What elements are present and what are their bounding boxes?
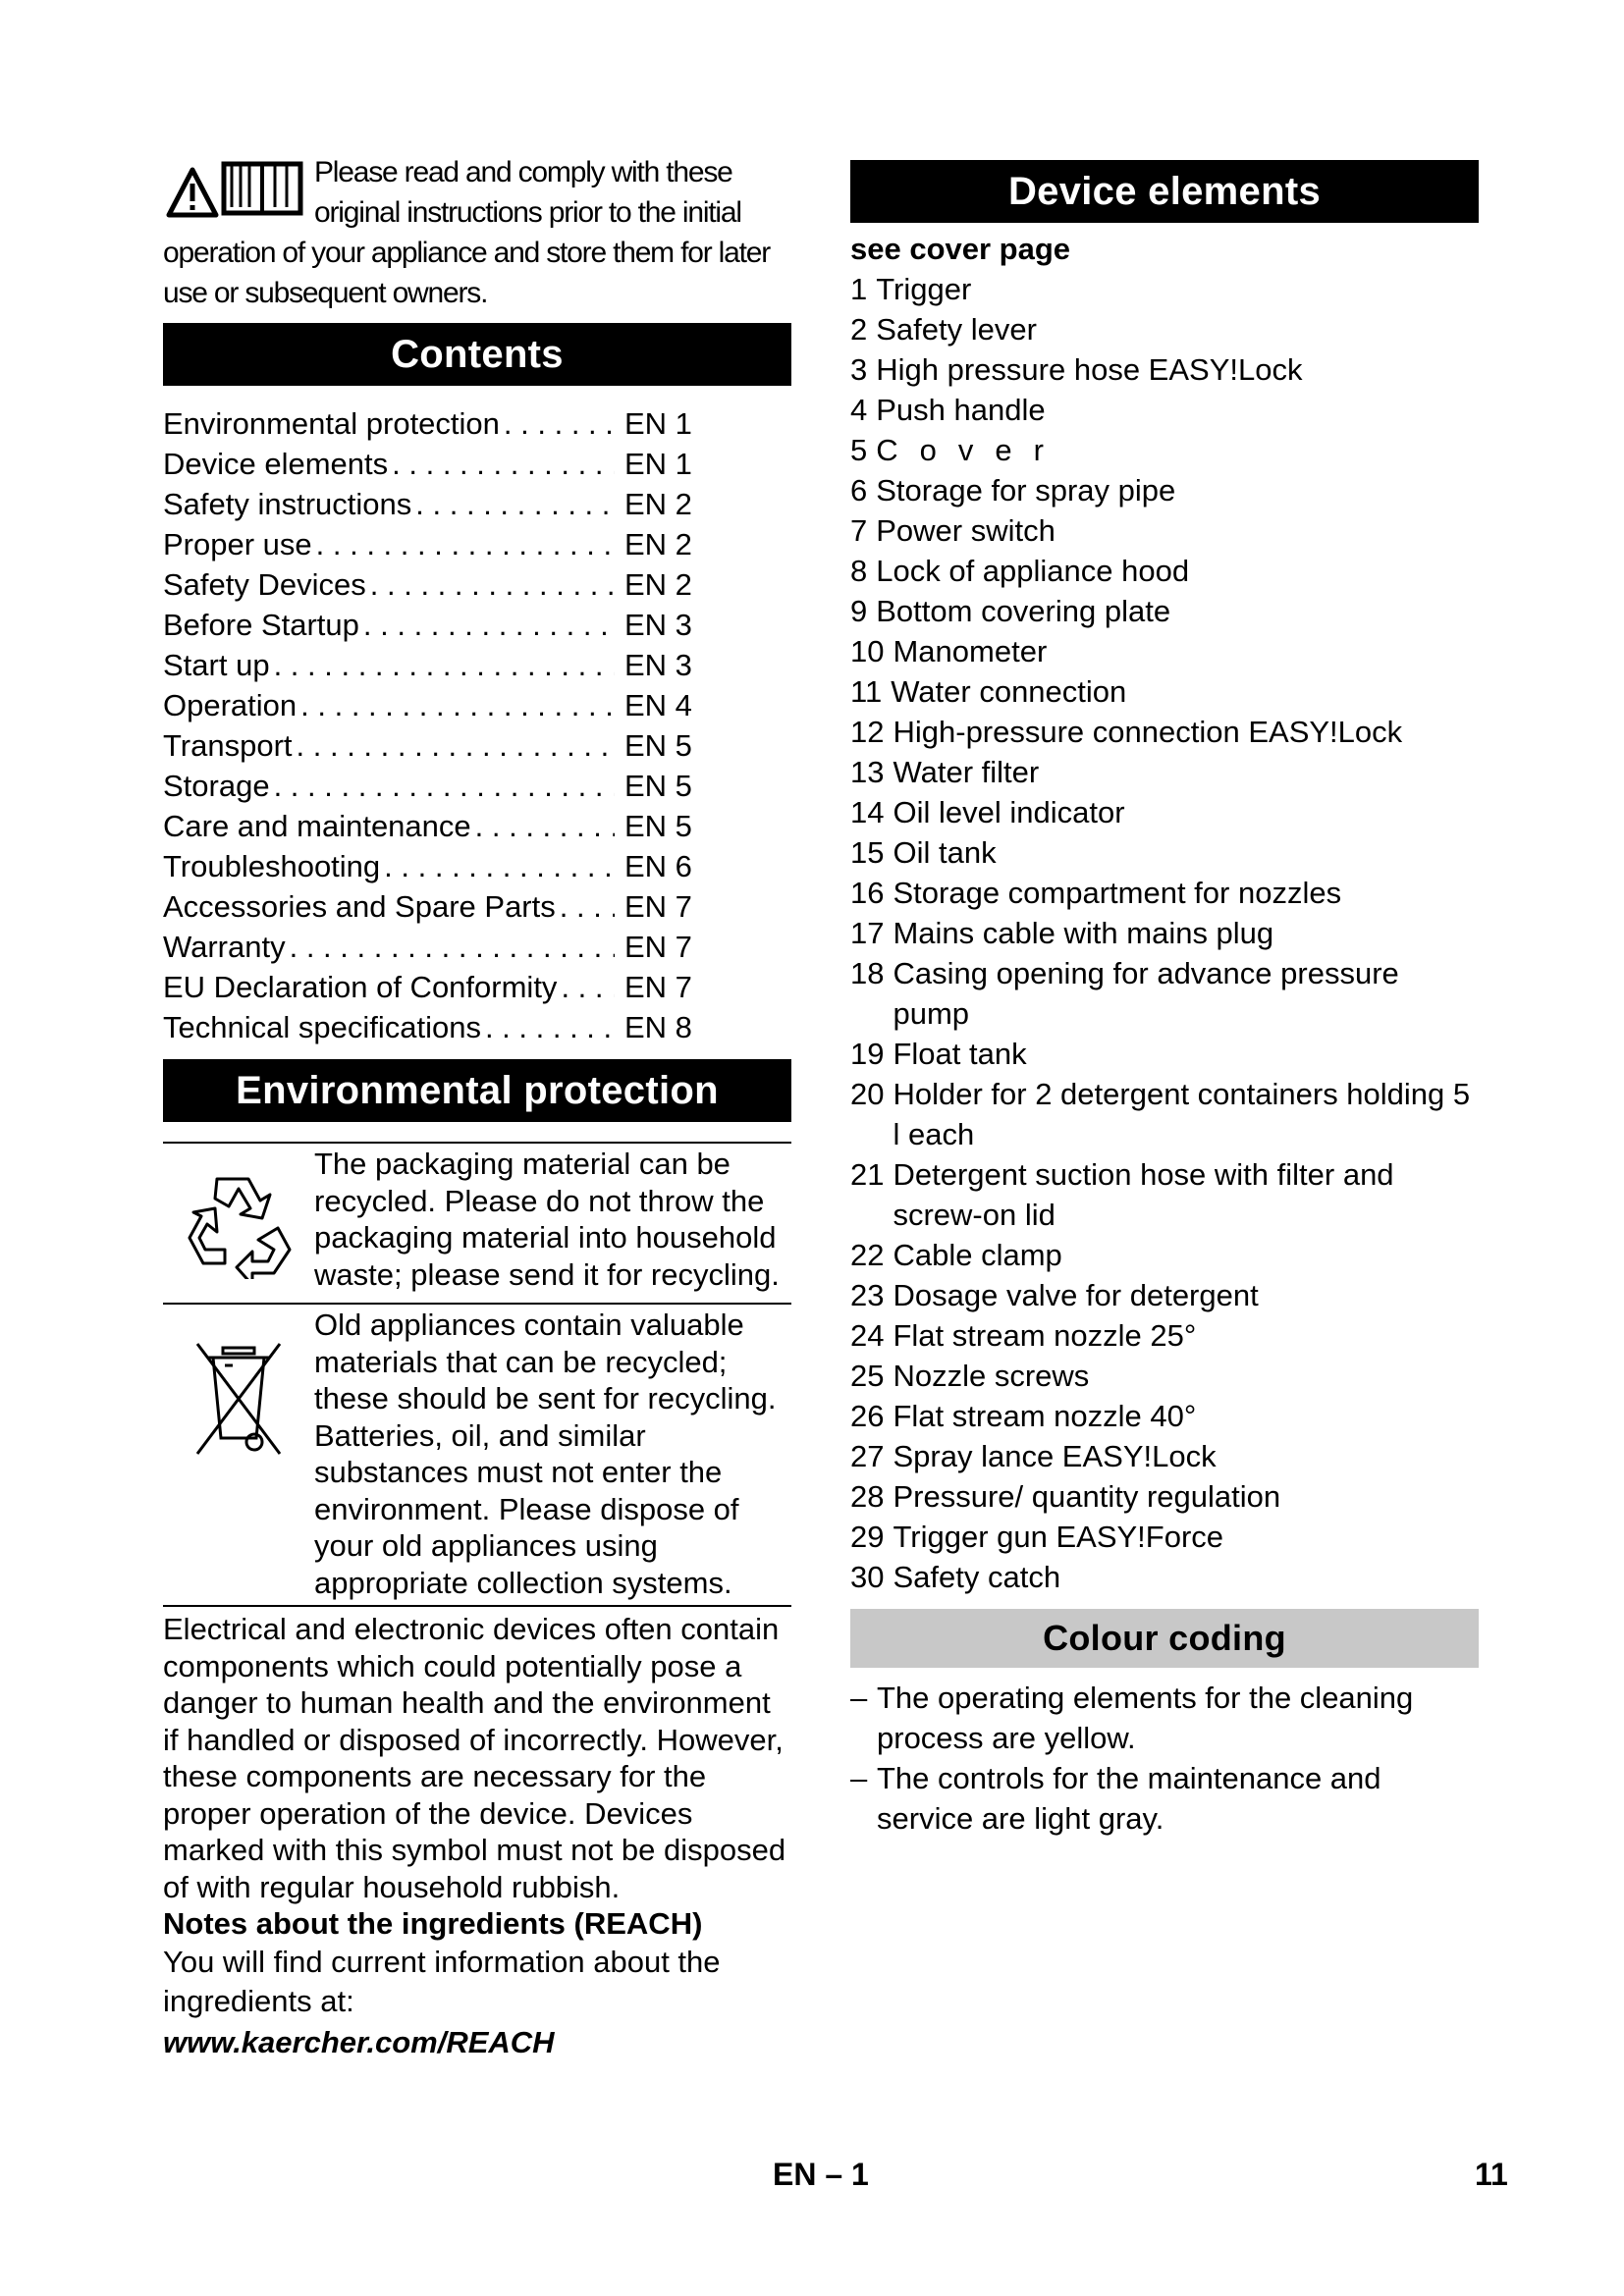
device-element-number: 12 — [850, 715, 885, 749]
colour-coding-item — [850, 1758, 1479, 1839]
recycle-icon — [163, 1146, 314, 1293]
device-element-item — [850, 1074, 1479, 1154]
device-element-number: 29 — [850, 1520, 885, 1554]
device-element-item — [850, 832, 1479, 873]
device-element-number: 17 — [850, 916, 885, 950]
contents-entry[interactable] — [163, 967, 707, 1007]
manual-book-icon — [224, 164, 300, 213]
device-element-item — [850, 792, 1479, 832]
device-element-item — [850, 551, 1479, 591]
device-element-label: Storage for spray pipe — [876, 473, 1176, 507]
contents-entry-page: EN 5 — [624, 728, 692, 763]
contents-entry-page: EN 6 — [624, 849, 692, 883]
contents-entry-leader — [500, 403, 615, 444]
device-element-number: 13 — [850, 755, 885, 789]
intro-notice — [163, 152, 791, 313]
device-element-label: Nozzle screws — [893, 1359, 1090, 1393]
contents-entry-leader — [366, 564, 615, 605]
contents-entry-title: Environmental protection — [163, 406, 500, 441]
device-element-number: 10 — [850, 634, 885, 668]
device-element-number: 8 — [850, 554, 868, 588]
contents-entry-leader — [471, 806, 615, 846]
device-element-label: Holder for 2 detergent containers holding 5 l each — [893, 1077, 1471, 1151]
contents-entry-leader — [312, 524, 615, 564]
contents-entry-page: EN 3 — [624, 608, 692, 642]
device-element-item — [850, 1476, 1479, 1517]
contents-entry[interactable] — [163, 605, 707, 645]
device-element-label: Detergent suction hose with filter and screw-on lid — [893, 1157, 1394, 1232]
reach-text: You will find current information about the ingredients at: — [163, 1945, 721, 2018]
contents-heading: Contents — [163, 323, 791, 386]
device-element-number: 1 — [850, 272, 868, 306]
device-element-number: 2 — [850, 312, 868, 347]
contents-entry[interactable] — [163, 1007, 707, 1047]
device-element-number: 19 — [850, 1037, 885, 1071]
device-element-number: 25 — [850, 1359, 885, 1393]
contents-entry-title: Transport — [163, 728, 293, 763]
intro-text: Please read and comply with these original instructions prior to the initial operation of your appliance and store them for later use or subsequent owners. — [163, 156, 771, 309]
device-element-number: 7 — [850, 513, 868, 548]
reach-link[interactable]: www.kaercher.com/REACH — [163, 2025, 555, 2059]
contents-entry-title: Operation — [163, 688, 298, 722]
device-elements-heading: Device elements — [850, 160, 1479, 223]
device-element-number: 27 — [850, 1439, 885, 1473]
contents-entry[interactable] — [163, 403, 707, 444]
device-element-label: Lock of appliance hood — [876, 554, 1190, 588]
device-element-label: Bottom covering plate — [876, 594, 1171, 628]
device-element-label: Water filter — [893, 755, 1040, 789]
device-element-number: 21 — [850, 1157, 885, 1192]
device-element-item — [850, 1034, 1479, 1074]
contents-entry-leader — [270, 766, 615, 806]
footer-section-label: EN – 1 — [773, 2157, 869, 2192]
device-element-label: Dosage valve for detergent — [893, 1278, 1259, 1312]
contents-entry-page: EN 7 — [624, 970, 692, 1004]
device-element-item — [850, 510, 1479, 551]
contents-entry-page: EN 3 — [624, 648, 692, 682]
contents-entry[interactable] — [163, 806, 707, 846]
contents-entry-title: Device elements — [163, 447, 389, 481]
device-element-item — [850, 470, 1479, 510]
device-element-label: Mains cable with mains plug — [893, 916, 1274, 950]
device-element-label: Water connection — [891, 674, 1127, 709]
device-element-item — [850, 1235, 1479, 1275]
contents-entry-title: Safety instructions — [163, 487, 412, 521]
device-element-number: 28 — [850, 1479, 885, 1514]
contents-entry[interactable] — [163, 645, 707, 685]
device-element-label: Trigger — [876, 272, 972, 306]
left-column — [163, 152, 791, 2062]
device-element-label: Cable clamp — [893, 1238, 1062, 1272]
device-element-item — [850, 631, 1479, 671]
device-element-number: 16 — [850, 876, 885, 910]
device-element-label: Manometer — [893, 634, 1048, 668]
device-element-item — [850, 1154, 1479, 1235]
contents-entry-leader — [297, 685, 615, 725]
contents-entry-title: Technical specifications — [163, 1010, 481, 1044]
device-element-label: Push handle — [876, 393, 1046, 427]
contents-entry-title: Proper use — [163, 527, 312, 561]
device-element-item — [850, 1436, 1479, 1476]
contents-entry-leader — [270, 645, 615, 685]
contents-entry[interactable] — [163, 927, 707, 967]
device-element-label: Power switch — [876, 513, 1056, 548]
colour-coding-text: The controls for the maintenance and service are light gray. — [877, 1761, 1381, 1836]
right-column — [850, 160, 1479, 1839]
device-element-label: Safety catch — [893, 1560, 1061, 1594]
device-element-label: Safety lever — [876, 312, 1037, 347]
contents-entry-page: EN 4 — [624, 688, 692, 722]
contents-entry-leader — [380, 846, 615, 886]
device-element-label: Casing opening for advance pressure pump — [893, 956, 1399, 1031]
device-element-item — [850, 712, 1479, 752]
device-element-number: 3 — [850, 352, 868, 387]
colour-coding-item — [850, 1678, 1479, 1758]
contents-entry[interactable] — [163, 564, 707, 605]
contents-entry[interactable] — [163, 685, 707, 725]
contents-entry-title: Safety Devices — [163, 567, 366, 602]
device-element-number: 11 — [850, 674, 883, 709]
contents-entry-page: EN 2 — [624, 487, 692, 521]
contents-entry-page: EN 8 — [624, 1010, 692, 1044]
contents-entry-title: Before Startup — [163, 608, 359, 642]
contents-entry[interactable] — [163, 444, 707, 484]
device-element-item — [850, 430, 1479, 470]
device-element-label: Oil tank — [893, 835, 997, 870]
device-element-item — [850, 913, 1479, 953]
device-element-label: Flat stream nozzle 40° — [893, 1399, 1197, 1433]
contents-entry-leader — [359, 605, 615, 645]
contents-entry[interactable] — [163, 484, 707, 524]
contents-entry-leader — [286, 927, 615, 967]
device-element-number: 5 — [850, 433, 868, 467]
device-element-label: Oil level indicator — [893, 795, 1125, 829]
warning-triangle-icon — [169, 170, 216, 215]
device-element-item — [850, 671, 1479, 712]
device-element-label: High pressure hose EASY!Lock — [876, 352, 1303, 387]
device-element-number: 6 — [850, 473, 868, 507]
contents-entry-page: EN 7 — [624, 930, 692, 964]
device-element-item — [850, 1356, 1479, 1396]
device-element-label: Float tank — [893, 1037, 1027, 1071]
device-elements-list — [850, 269, 1479, 1597]
contents-entry-leader — [557, 967, 615, 1007]
dash-marker: – — [850, 1761, 868, 1795]
contents-entry-title: Care and maintenance — [163, 809, 471, 843]
contents-entry-title: Start up — [163, 648, 270, 682]
recycling-row — [163, 1142, 791, 1293]
recycling-text: The packaging material can be recycled. Please do not throw the packaging material into household waste; please send it for recycling. — [314, 1147, 780, 1292]
contents-entry-leader — [556, 886, 615, 927]
contents-entry-leader — [411, 484, 615, 524]
device-element-number: 20 — [850, 1077, 885, 1111]
device-element-label: Storage compartment for nozzles — [893, 876, 1342, 910]
electrical-devices-text: Electrical and electronic devices often contain components which could potentially pose a danger to human health and the environment if handled or disposed of incorrectly. However, these components are necessary for the proper operation of the device. Devices marked with this symbol must not be disposed of with regular household rubbish. — [163, 1605, 791, 1905]
contents-entry-title: Accessories and Spare Parts — [163, 889, 556, 924]
device-element-number: 26 — [850, 1399, 885, 1433]
contents-entry[interactable] — [163, 846, 707, 886]
device-element-number: 14 — [850, 795, 885, 829]
contents-entry-page: EN 1 — [624, 406, 692, 441]
contents-entry-title: Warranty — [163, 930, 286, 964]
device-element-item — [850, 349, 1479, 390]
footer-page-number: 11 — [1475, 2157, 1508, 2192]
contents-entry[interactable] — [163, 886, 707, 927]
device-element-item — [850, 1275, 1479, 1315]
device-element-item — [850, 591, 1479, 631]
see-cover-note: see cover page — [850, 232, 1071, 266]
device-element-number: 4 — [850, 393, 868, 427]
contents-entry-page: EN 1 — [624, 447, 692, 481]
device-element-number: 9 — [850, 594, 868, 628]
contents-entry-leader — [481, 1007, 615, 1047]
contents-entry-page: EN 7 — [624, 889, 692, 924]
device-element-label: Flat stream nozzle 25° — [893, 1318, 1197, 1353]
contents-entry-leader — [388, 444, 615, 484]
environmental-protection-heading: Environmental protection — [163, 1059, 791, 1122]
device-element-label: Trigger gun EASY!Force — [893, 1520, 1224, 1554]
device-element-label: High-pressure connection EASY!Lock — [893, 715, 1403, 749]
colour-coding-heading: Colour coding — [850, 1609, 1479, 1668]
crossed-bin-icon — [163, 1307, 314, 1601]
contents-entry[interactable] — [163, 524, 707, 564]
device-element-item — [850, 1315, 1479, 1356]
contents-entry-title: EU Declaration of Conformity — [163, 970, 558, 1004]
device-element-item — [850, 1517, 1479, 1557]
device-element-number: 22 — [850, 1238, 885, 1272]
contents-entry[interactable] — [163, 725, 707, 766]
disposal-text: Old appliances contain valuable materials that can be recycled; these should be sent for recycling. Batteries, oil, and similar substances must not enter the environment. Please dispose of your old appliances using appropriate collection systems. — [314, 1308, 777, 1600]
contents-entry-page: EN 5 — [624, 769, 692, 803]
colour-coding-text: The operating elements for the cleaning process are yellow. — [877, 1681, 1414, 1755]
device-element-item — [850, 269, 1479, 309]
device-element-item — [850, 953, 1479, 1034]
device-element-item — [850, 1396, 1479, 1436]
device-element-item — [850, 1557, 1479, 1597]
device-element-item — [850, 390, 1479, 430]
device-element-label: Cover — [876, 433, 1065, 467]
colour-coding-list — [850, 1678, 1479, 1839]
contents-entry-title: Troubleshooting — [163, 849, 381, 883]
contents-entry-title: Storage — [163, 769, 270, 803]
device-element-number: 24 — [850, 1318, 885, 1353]
device-element-item — [850, 309, 1479, 349]
device-element-item — [850, 752, 1479, 792]
disposal-row — [163, 1303, 791, 1601]
device-element-number: 18 — [850, 956, 885, 990]
contents-list — [163, 403, 791, 1047]
device-element-number: 15 — [850, 835, 885, 870]
contents-entry-page: EN 2 — [624, 527, 692, 561]
device-element-label: Pressure/ quantity regulation — [893, 1479, 1281, 1514]
contents-entry[interactable] — [163, 766, 707, 806]
intro-icons — [163, 154, 306, 219]
contents-entry-page: EN 5 — [624, 809, 692, 843]
device-element-number: 23 — [850, 1278, 885, 1312]
device-element-number: 30 — [850, 1560, 885, 1594]
dash-marker: – — [850, 1681, 868, 1715]
device-element-label: Spray lance EASY!Lock — [893, 1439, 1217, 1473]
contents-entry-leader — [293, 725, 615, 766]
device-element-item — [850, 873, 1479, 913]
reach-heading: Notes about the ingredients (REACH) — [163, 1906, 703, 1941]
contents-entry-page: EN 2 — [624, 567, 692, 602]
